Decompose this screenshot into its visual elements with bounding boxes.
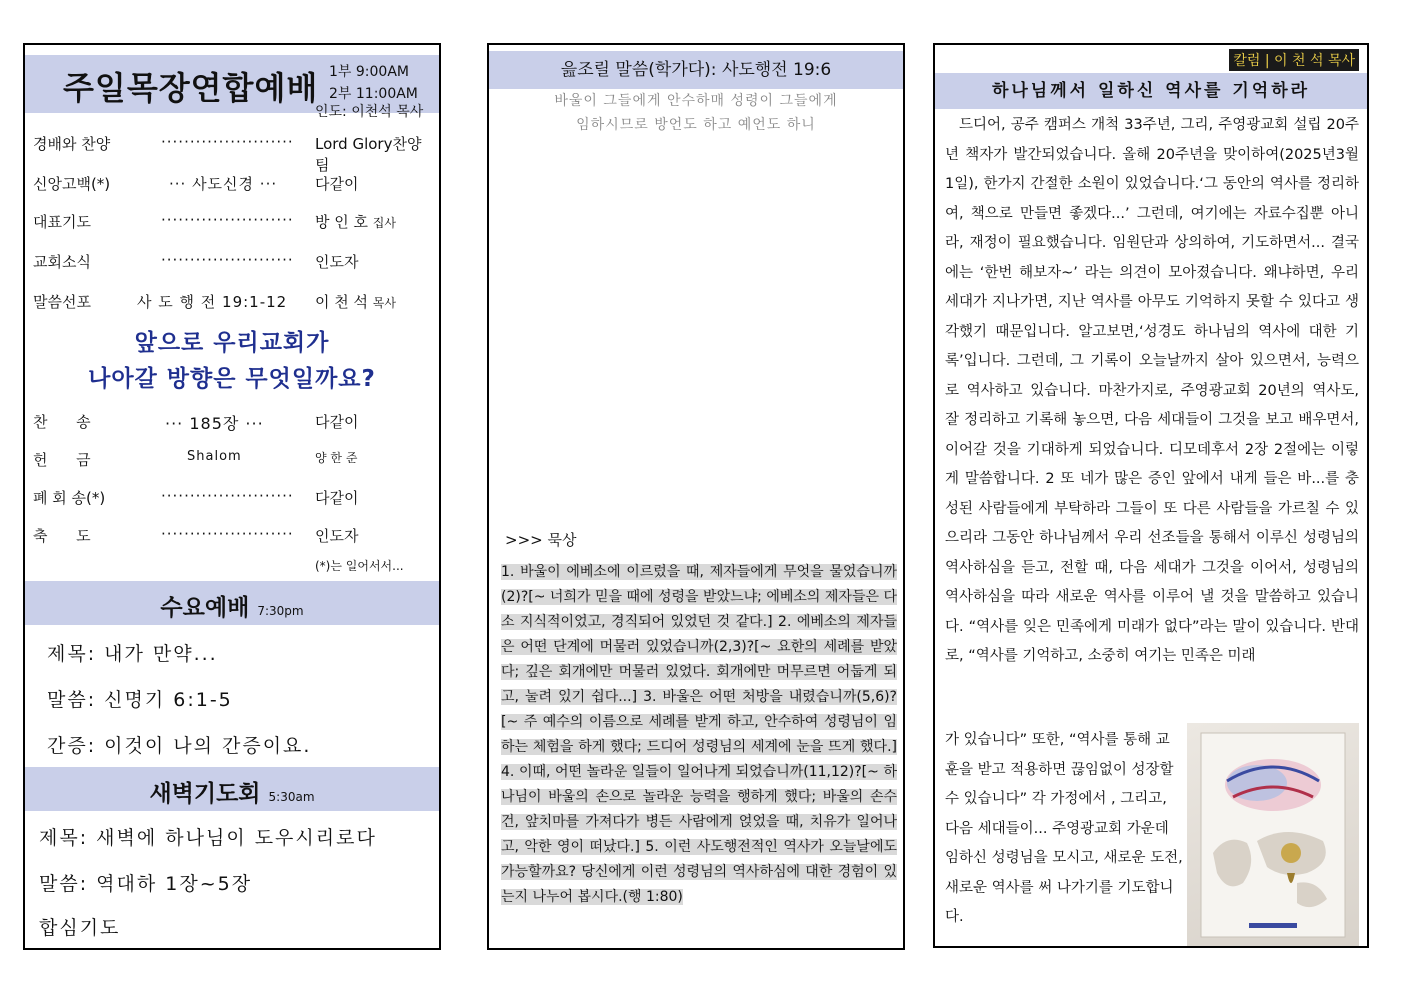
book-cover-graphic	[1187, 723, 1359, 947]
column-body-continued: 가 있습니다” 또한, “역사를 통해 교훈을 받고 적용하면 끊임없이 성장할 수 있습니다” 각 가정에서 , 그리고, 다음 세대들이... 주영광교회 가운데 임하신 성령님을 모시고, 새로운 도전, 새로운 역사를 써 나가기를 기도합니다.	[945, 732, 1183, 925]
order-row	[33, 173, 433, 197]
wednesday-line: 말씀: 신명기 6:1-5	[47, 689, 233, 711]
order-item: 헌 금	[33, 451, 91, 469]
wednesday-service-header	[25, 581, 439, 625]
service-time-2: 2부 11:00AM	[329, 86, 418, 102]
order-item: 교회소식	[33, 253, 91, 271]
order-row	[33, 133, 433, 174]
order-person: 다같이	[315, 413, 359, 431]
order-row	[33, 487, 433, 511]
leader-label: 인도: 이천석 목사	[315, 104, 424, 120]
column-title: 하나님께서 일하신 역사를 기억하라	[935, 73, 1367, 109]
order-item: 신앙고백(*)	[33, 175, 111, 193]
order-person: 이 천 석	[315, 293, 369, 311]
wednesday-line: 간증: 이것이 나의 간증이요.	[47, 735, 312, 757]
wednesday-line: 제목: 내가 만약...	[47, 643, 218, 665]
service-time-1: 1부 9:00AM	[329, 64, 409, 80]
column-tag: 칼럼 | 이 천 석 목사	[1229, 49, 1359, 71]
service-times	[329, 61, 418, 105]
meditation-panel	[487, 43, 905, 950]
column-panel	[933, 43, 1369, 948]
dawn-prayer-header	[25, 767, 439, 811]
order-person-title: 목사	[372, 296, 396, 310]
wednesday-service-title: 수요예배	[160, 595, 250, 621]
order-item: 축 도	[33, 527, 91, 545]
order-item: 경배와 찬양	[33, 135, 111, 153]
order-person: 양 한 준	[315, 451, 358, 465]
order-row	[33, 291, 433, 315]
order-item: 폐 회 송(*)	[33, 489, 106, 507]
column-body-text: 드디어, 공주 캠퍼스 개척 33주년, 그리, 주영광교회 설립 20주년 책자가 발간되었습니다. 올해 20주년을 맞이하여(2025년3월1일), 한가지 간절한 소원이 있었습니다.‘그 동안의 역사를 정리하여, 책으로 만들면 좋겠다...’ 그런데, 여기에는 자료수집뿐 아니라, 재정이 필요했습니다. 임원단과 상의하여, 기도하면서... 결국에는 ‘한번 해보자~’ 라는 의견이 모아졌습니다. 왜냐하면, 우리 세대가 지나가면, 지난 역사를 아무도 기억하지 못할 수 있다고 생각했기 때문입니다. 알고보면,‘성경도 하나님의 역사에 대한 기록’입니다. 그런데, 그 기록이 오늘날까지 살아 있으면서, 능력으로 역사하고 있습니다. 마찬가지로, 주영광교회 20년의 역사도, 잘 정리하고 기록해 놓으면, 다음 세대들이 그것을 보고 배우면서, 이어갈 것을 기대하게 되었습니다. 디모데후서 2장 2절에는 이렇게 말씀합니다. 2 또 네가 많은 증인 앞에서 내게 들은 바...를 충성된 사람들에게 부탁하라 그들이 또 다른 사람들을 가르칠 수 있으리라 그동안 하나님께서 우리 선조들을 통해서 이루신 성령님의 역사하심을 듣고, 전할 때, 다음 세대가 그것을 이어서, 성령님의 역사하심을 따라 새로운 역사를 이루어 낼 것을 말씀하고 있습니다. “역사를 잊은 민족에게 미래가 없다”라는 말이 있습니다. 반대로, “역사를 기억하고, 소중히 여기는 민족은 미래	[945, 117, 1359, 664]
dawn-prayer-title: 새벽기도회	[149, 781, 261, 807]
order-row	[33, 211, 433, 235]
memory-verse	[489, 89, 903, 137]
meditation-questions	[501, 560, 897, 910]
order-detail: ·······················	[161, 487, 294, 505]
memory-verse-line: 임하시므로 방언도 하고 예언도 하니	[576, 117, 816, 133]
worship-order-panel	[23, 43, 441, 950]
order-person: 방 인 호	[315, 213, 369, 231]
sunday-service-title: 주일목장연합예배	[63, 69, 319, 107]
order-person-title: 집사	[372, 216, 396, 230]
order-row	[33, 251, 433, 275]
recitation-title: 읊조릴 말씀(학가다): 사도행전 19:6	[489, 51, 903, 89]
order-item: 말씀선포	[33, 293, 91, 311]
meditation-questions-text: 1. 바울이 에베소에 이르렀을 때, 제자들에게 무엇을 물었습니까(2)?[~ 너희가 믿을 때에 성령을 받았느냐; 에베소의 제자들은 다소 지식적이었고, 경직되어 있었던 것 같다.] 2. 에베소의 제자들은 어떤 단계에 머물러 있었습니까(2,3)?[~ 요한의 세례를 받았다; 깊은 회개에만 머물러 있었다. 회개에만 머무르면 어둡게 되고, 눌려 있기 쉽다...] 3. 바울은 어떤 처방을 내렸습니까(5,6)?[~ 주 예수의 이름으로 세례를 받게 하고, 안수하여 성령님이 임하는 체험을 하게 했다; 드디어 성령님의 세계에 눈을 뜨게 했다.] 4. 이때, 어떤 놀라운 일들이 일어나게 되었습니까(11,12)?[~ 하나님이 바울의 손으로 놀라운 능력을 행하게 했다; 바울의 손수건, 앞치마를 가져다가 병든 사람에게 얹었을 때, 치유가 일어나고, 악한 영이 떠났다.] 5. 이런 사도행전적인 역사가 오늘날에도 가능할까요? 당신에게 이런 성령님의 역사하심에 대한 경험이 있는지 나누어 봅시다.(행 1:80)	[501, 564, 897, 905]
dawn-prayer-title-wrap	[25, 775, 439, 808]
order-person: 인도자	[315, 253, 359, 271]
memory-verse-line: 바울이 그들에게 안수하매 성령이 그들에게	[554, 93, 838, 109]
order-detail: Shalom	[187, 449, 242, 464]
order-detail: ··· 185장 ···	[165, 414, 264, 433]
order-detail: ·······················	[161, 211, 294, 229]
order-detail: ··· 사도신경 ···	[169, 175, 278, 193]
dawn-prayer-time: 5:30am	[268, 790, 315, 804]
order-person: 인도자	[315, 527, 359, 545]
sermon-title-line1: 앞으로 우리교회가	[134, 330, 330, 356]
order-item: 대표기도	[33, 213, 91, 231]
stand-note: (*)는 일어서서...	[315, 559, 404, 573]
order-row	[33, 411, 433, 435]
order-detail: ·······················	[161, 251, 294, 269]
dawn-line: 제목: 새벽에 하나님이 도우시리로다	[39, 827, 377, 849]
order-row	[33, 449, 433, 473]
column-body	[945, 111, 1359, 672]
order-detail: ·······················	[161, 525, 294, 543]
book-cover-image	[1187, 723, 1359, 947]
order-detail: ·······················	[161, 133, 294, 151]
dawn-line: 합심기도	[39, 917, 121, 939]
sermon-title-line2: 나아갈 방향은 무엇일까요?	[88, 366, 376, 392]
order-person: Lord Glory찬양팀	[315, 135, 422, 174]
order-person: 다같이	[315, 175, 359, 193]
meditation-label: >>> 묵상	[505, 531, 577, 549]
wednesday-service-time: 7:30pm	[257, 604, 304, 618]
wednesday-service-title-wrap	[25, 589, 439, 622]
order-person: 다같이	[315, 489, 359, 507]
order-person-wrap	[315, 211, 396, 232]
order-row	[33, 525, 433, 549]
order-detail: 사 도 행 전 19:1-12	[137, 293, 288, 311]
order-item: 찬 송	[33, 413, 91, 431]
order-person-wrap	[315, 291, 396, 312]
dawn-line: 말씀: 역대하 1장~5장	[39, 873, 253, 895]
